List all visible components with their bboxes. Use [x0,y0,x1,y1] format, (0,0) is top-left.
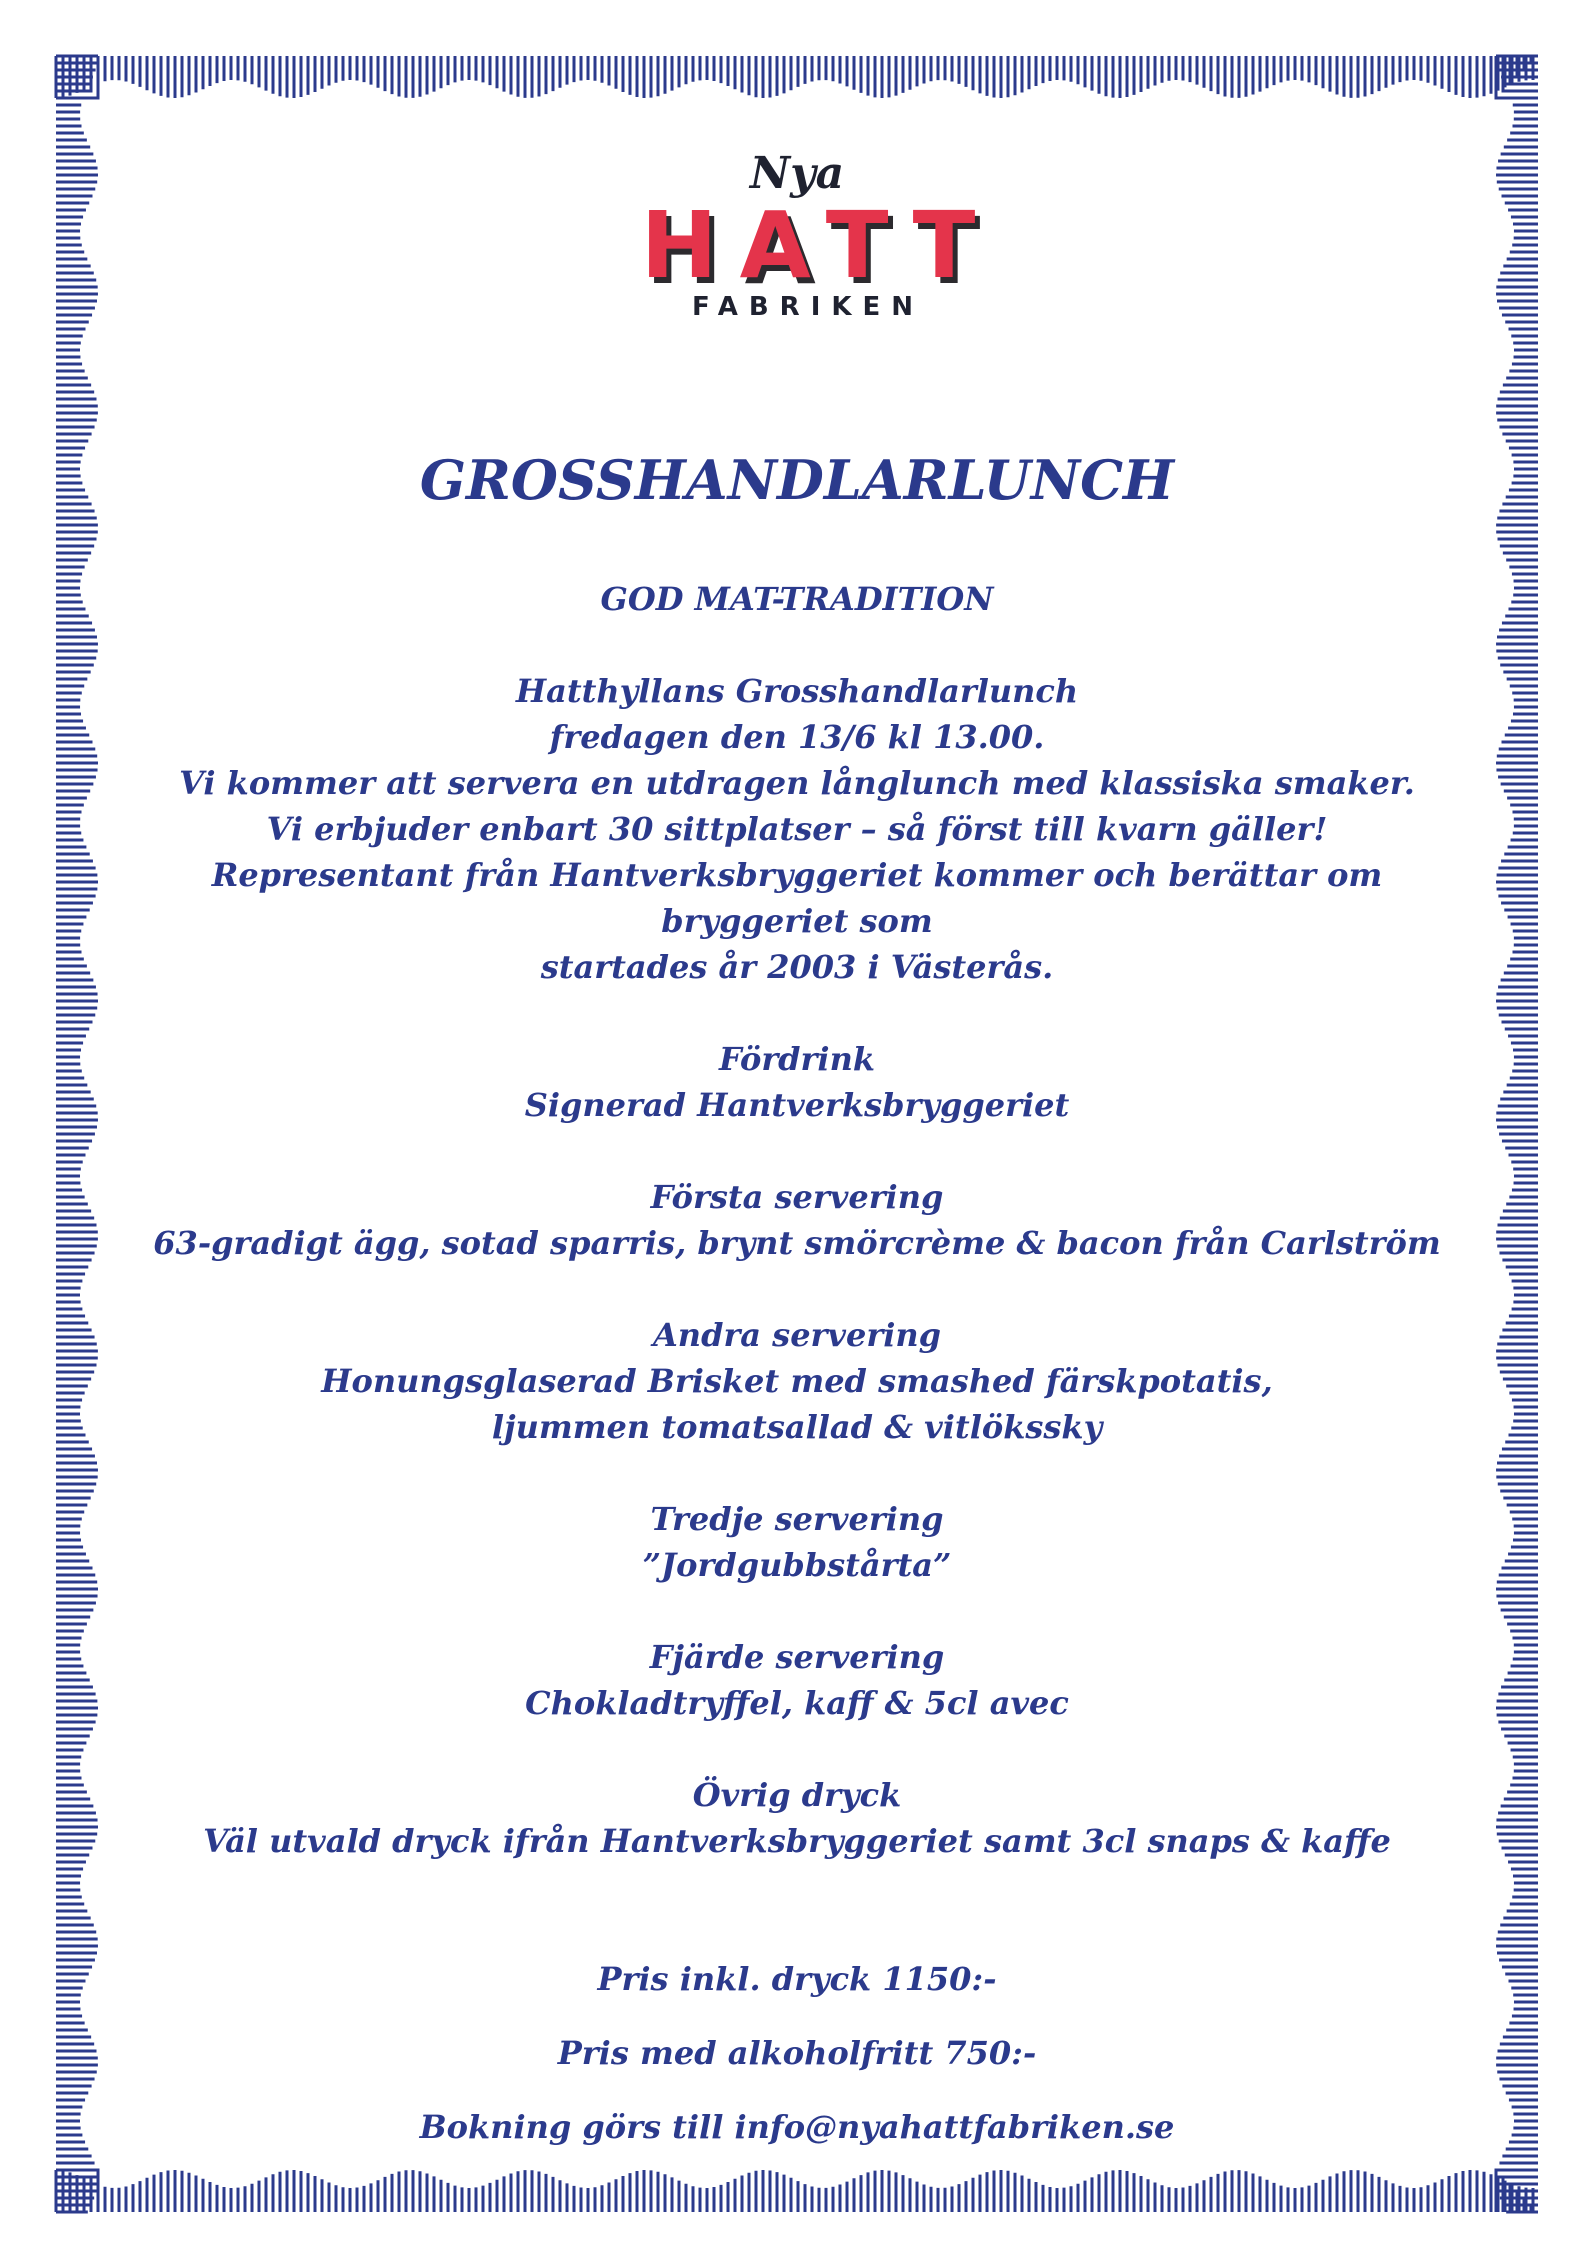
booking-info: Bokning görs till info@nyahattfabriken.se [419,2108,1175,2146]
intro-line: Vi kommer att servera en utdragen långlunch med klassiska smaker. [179,764,1415,802]
course-heading: Andra servering [652,1316,942,1354]
course-item: Signerad Hantverksbryggeriet [524,1086,1070,1124]
logo-nya-text: Nya [749,148,845,199]
border-corner [56,2170,98,2212]
intro-block [140,668,1454,990]
price-with-drinks: Pris inkl. dryck 1150:- [597,1960,997,1998]
course-item: Honungsglaserad Brisket med smashed färskpotatis, [321,1362,1273,1400]
logo-fabriken-text: FABRIKEN [691,292,925,322]
course-item: ”Jordgubbstårta” [642,1546,952,1584]
course-item: Väl utvald dryck ifrån Hantverksbryggeriet samt 3cl snaps & kaffe [203,1822,1391,1860]
course-heading: Tredje servering [650,1500,944,1538]
course-heading: Första servering [650,1178,944,1216]
course-block [140,1772,1454,1864]
intro-line: startades år 2003 i Västerås. [540,948,1054,986]
course-heading: Fjärde servering [649,1638,945,1676]
intro-line: Vi erbjuder enbart 30 sittplatser – så först till kvarn gäller! [266,810,1328,848]
course-item: ljummen tomatsallad & vitlökssky [491,1408,1103,1446]
course-block [140,1312,1454,1450]
border-corner [1496,56,1538,98]
intro-line: fredagen den 13/6 kl 13.00. [549,718,1045,756]
subtitle: GOD MAT-TRADITION [600,580,994,618]
course-heading: Fördrink [719,1040,875,1078]
intro-line: Hatthyllans Grosshandlarlunch [515,672,1079,710]
border-corner [56,56,98,98]
course-item: 63-gradigt ägg, sotad sparris, brynt smörcrème & bacon från Carlström [153,1224,1441,1262]
border-corner [1496,2170,1538,2212]
intro-line: Representant från Hantverksbryggeriet kommer och berättar om bryggeriet som [211,856,1383,940]
course-block [140,1036,1454,1128]
price-alcohol-free: Pris med alkoholfritt 750:- [557,2034,1037,2072]
menu-content [140,440,1454,2150]
course-block [140,1174,1454,1266]
course-block [140,1496,1454,1588]
course-item: Chokladtryffel, kaff & 5cl avec [525,1684,1069,1722]
logo-hatt-text: HATT [640,192,998,299]
course-heading: Övrig dryck [692,1776,902,1814]
page-title: GROSSHANDLARLUNCH [419,448,1175,512]
course-block [140,1634,1454,1726]
